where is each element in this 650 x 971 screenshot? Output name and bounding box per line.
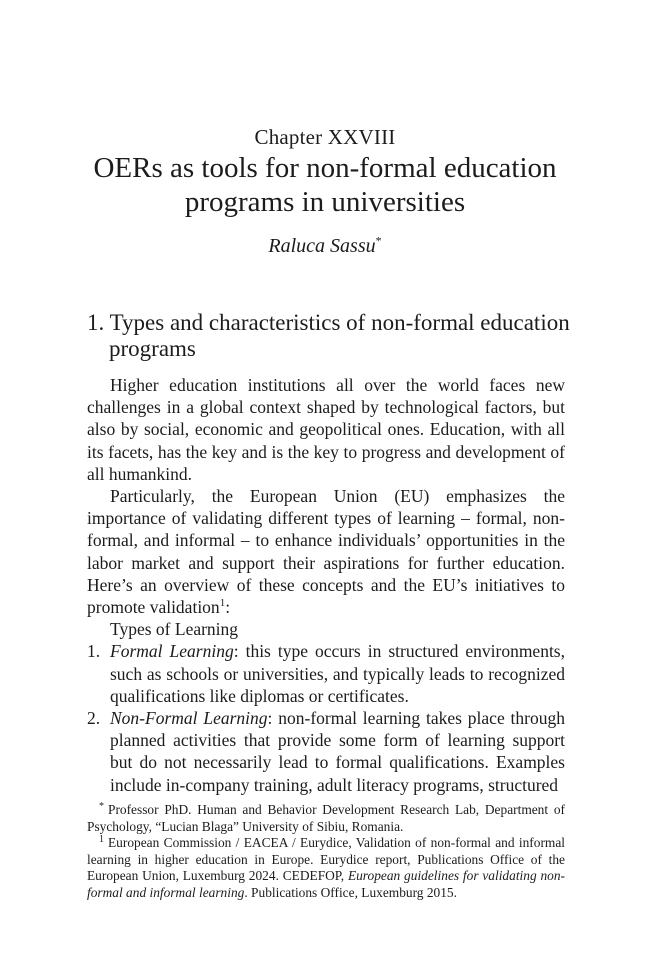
list-item <box>87 707 565 796</box>
chapter-label: Chapter XXVIII <box>254 125 396 149</box>
footnote-1-mark: 1 <box>99 833 104 845</box>
footnote-1 <box>87 835 565 901</box>
footnote-author-mark: * <box>99 800 104 812</box>
section-heading-line-1: Types and characteristics of non-formal education <box>109 310 570 335</box>
body-text <box>87 374 565 796</box>
footnotes <box>87 802 565 901</box>
footnote-1-italic-title: European guidelines for validating non-formal and informal learning <box>87 868 566 900</box>
section-heading-line-2: programs <box>109 336 196 361</box>
footnote-1-text: European Commission / EACEA / Eurydice, Validation of non-formal and informal learning in higher education in Europe. Eurydice report, Publications Office of the European Union, Luxemburg 2024. CEDEFOP, <box>87 835 565 883</box>
types-of-learning-heading: Types of Learning <box>110 619 239 640</box>
learning-types-list <box>87 640 565 795</box>
chapter-title <box>0 151 650 219</box>
footnote-ref-1[interactable]: 1 <box>219 597 226 610</box>
list-item-text: : non-formal learning takes place through planned activities that provide some form of learning support but do not necessarily lead to formal qualifications. Examples include in-company training, adult literacy programs, structured <box>110 708 565 795</box>
paragraph-1: Higher education institutions all over the world faces new challenges in a global context shaped by technological factors, but also by social, economic and geopolitical ones. Education, with all its facets, has the key and is the key to progress and development of all humankind. <box>87 375 565 484</box>
paragraph-2 <box>87 485 565 618</box>
list-item <box>87 640 565 707</box>
footnote-1-end: . Publications Office, Luxemburg 2015. <box>244 884 457 900</box>
list-item-text: : this type occurs in structured environments, such as schools or universities, and typically leads to recognized qualifications like diplomas or certificates. <box>110 641 565 706</box>
section-heading <box>87 310 587 362</box>
section-number: 1. <box>87 310 105 335</box>
list-item-term: Formal Learning <box>110 641 234 662</box>
chapter-title-line-1: OERs as tools for non-formal education <box>93 152 557 184</box>
chapter-title-line-2: programs in universities <box>184 186 466 218</box>
paragraph-2-text: Particularly, the European Union (EU) emphasizes the importance of validating different types of learning – formal, non-formal, and informal – to enhance individuals’ opportunities in the labor market and support their aspirations for further education. Here’s an overview of these concepts and the EU’s initiatives to promote validation <box>87 486 565 618</box>
author-name: Raluca Sassu <box>268 235 376 257</box>
footnote-author <box>87 802 565 835</box>
list-item-number: 2. <box>87 708 101 729</box>
list-item-number: 1. <box>87 641 101 662</box>
footnote-author-text: Professor PhD. Human and Behavior Development Research Lab, Department of Psychology, “Lucian Blaga” University of Sibiu, Romania. <box>87 802 565 834</box>
author-footnote-mark[interactable]: * <box>375 233 382 248</box>
list-item-term: Non-Formal Learning <box>110 708 268 729</box>
author-line <box>0 235 650 258</box>
paragraph-2-end: : <box>225 597 231 618</box>
